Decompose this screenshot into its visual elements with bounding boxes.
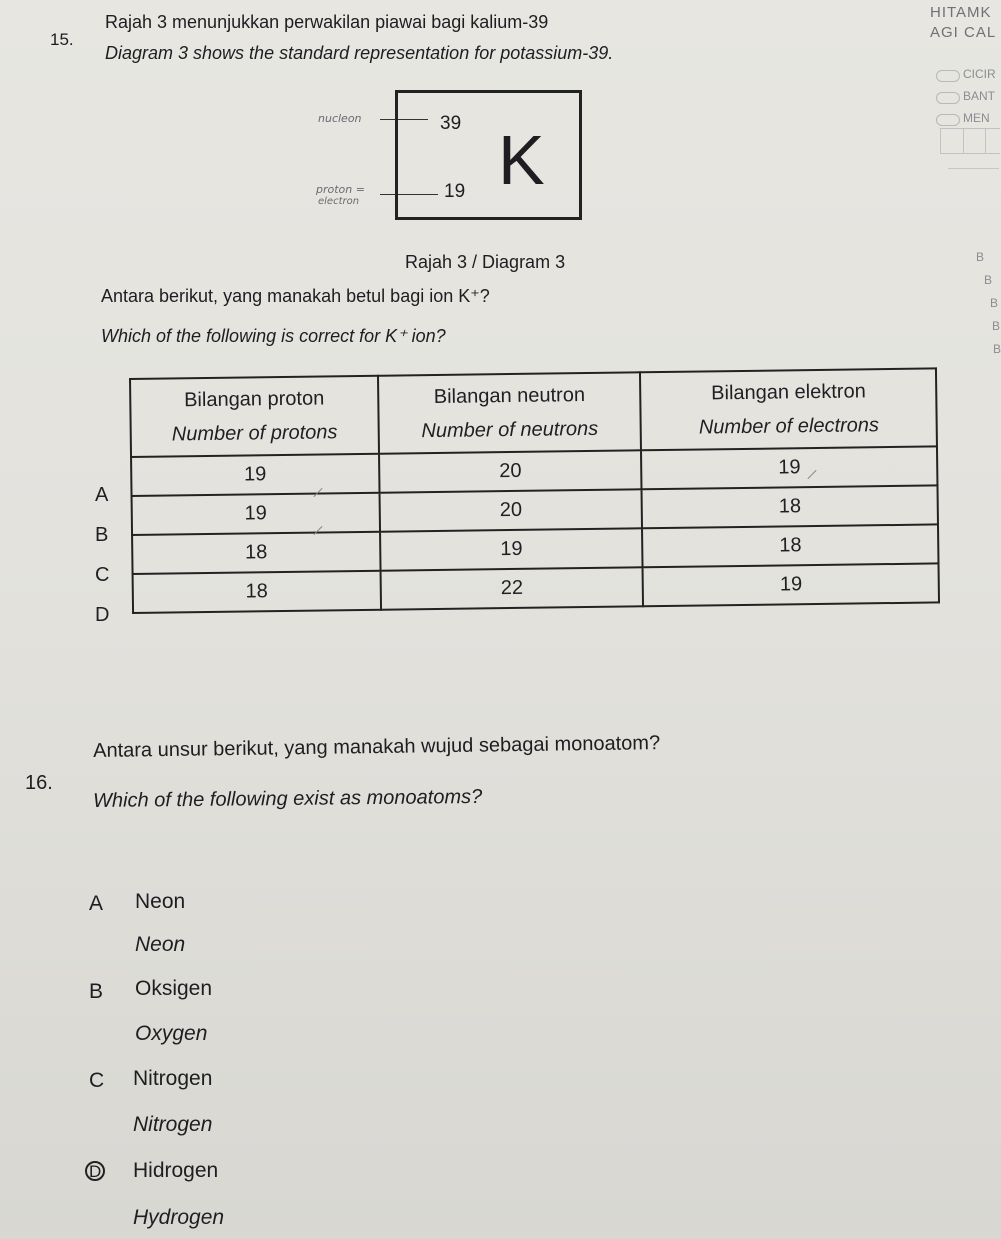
table-cell: 19 — [641, 446, 937, 489]
option-d-label[interactable]: D — [95, 604, 110, 626]
table-header-row — [130, 368, 937, 457]
header-neutrons — [378, 372, 642, 453]
element-symbol: K — [498, 121, 545, 199]
answer-table — [129, 367, 940, 614]
option-b-label[interactable]: B — [95, 524, 109, 546]
option-d-text-en: Hydrogen — [133, 1206, 225, 1229]
margin-label-men: MEN — [963, 111, 990, 125]
table-cell: 19 — [131, 454, 379, 496]
mass-number: 39 — [440, 113, 462, 134]
margin-boxes — [940, 128, 1000, 154]
handwritten-nucleon-note: nucleon — [318, 112, 362, 125]
table-cell: 19 — [132, 493, 380, 535]
header-protons-en: Number of protons — [171, 421, 338, 446]
option-a-text-ms[interactable]: Neon — [135, 890, 186, 913]
question-15-line-en: Diagram 3 shows the standard representation for potassium-39. — [105, 43, 614, 63]
handwritten-proton-note: proton = — [316, 183, 365, 196]
table-cell: 20 — [379, 450, 642, 492]
table-cell: 22 — [380, 567, 643, 609]
margin-label-hitamk: HITAMK — [930, 4, 992, 21]
margin-label-b4: B — [992, 319, 1001, 333]
margin-rule — [948, 168, 999, 169]
option-a-letter[interactable]: A — [89, 892, 104, 915]
question-15-prompt-en: Which of the following is correct for K⁺ ion? — [101, 326, 446, 346]
question-16-prompt-ms: Antara unsur berikut, yang manakah wujud sebagai monoatom? — [93, 732, 661, 762]
margin-label-b5: B — [993, 342, 1001, 356]
proton-number: 19 — [444, 181, 466, 202]
table-cell: 18 — [642, 485, 938, 528]
option-c-letter[interactable]: C — [89, 1069, 105, 1092]
margin-pill-1 — [936, 70, 960, 82]
question-15-number: 15. — [50, 30, 74, 49]
diagram-caption: Rajah 3 / Diagram 3 — [405, 252, 566, 272]
header-electrons-ms: Bilangan elektron — [711, 380, 866, 405]
option-b-text-ms[interactable]: Oksigen — [135, 977, 213, 1000]
question-15-prompt-ms: Antara berikut, yang manakah betul bagi ion K⁺? — [101, 286, 490, 306]
option-c-label[interactable]: C — [95, 564, 110, 586]
header-neutrons-en: Number of neutrons — [421, 417, 599, 443]
table-cell: 20 — [379, 489, 642, 531]
option-a-text-en: Neon — [135, 933, 186, 956]
header-electrons-en: Number of electrons — [698, 414, 880, 439]
handwritten-electron-note: electron — [318, 196, 360, 207]
header-protons-ms: Bilangan proton — [183, 387, 325, 412]
table-cell: 18 — [133, 571, 381, 613]
option-d-letter[interactable]: D — [89, 1162, 102, 1181]
margin-label-b3: B — [990, 296, 999, 310]
header-neutrons-ms: Bilangan neutron — [433, 384, 586, 409]
option-b-text-en: Oxygen — [135, 1022, 208, 1045]
header-electrons — [640, 368, 937, 450]
margin-label-b1: B — [976, 250, 985, 264]
margin-label-agi-cal: AGI CAL — [930, 24, 997, 41]
option-b-letter[interactable]: B — [89, 980, 104, 1003]
option-c-text-ms[interactable]: Nitrogen — [133, 1067, 213, 1090]
question-16-prompt-en: Which of the following exist as monoatoms? — [93, 785, 483, 812]
header-protons — [130, 376, 379, 457]
option-d-text-ms[interactable]: Hidrogen — [133, 1159, 219, 1182]
table-cell: 18 — [642, 524, 938, 567]
margin-pill-2 — [936, 92, 960, 104]
option-a-label[interactable]: A — [95, 484, 109, 506]
margin-label-b2: B — [984, 273, 993, 287]
margin-pill-3 — [936, 114, 960, 126]
question-16-number: 16. — [25, 772, 53, 794]
element-box-potassium — [395, 90, 582, 220]
question-15-line-ms: Rajah 3 menunjukkan perwakilan piawai bagi kalium-39 — [105, 12, 549, 32]
table-cell: 19 — [643, 563, 939, 606]
margin-label-bant: BANT — [963, 89, 996, 103]
option-c-text-en: Nitrogen — [133, 1113, 213, 1136]
table-cell: 18 — [132, 532, 380, 574]
margin-label-cicir: CICIR — [963, 67, 996, 81]
table-cell: 19 — [380, 528, 643, 570]
